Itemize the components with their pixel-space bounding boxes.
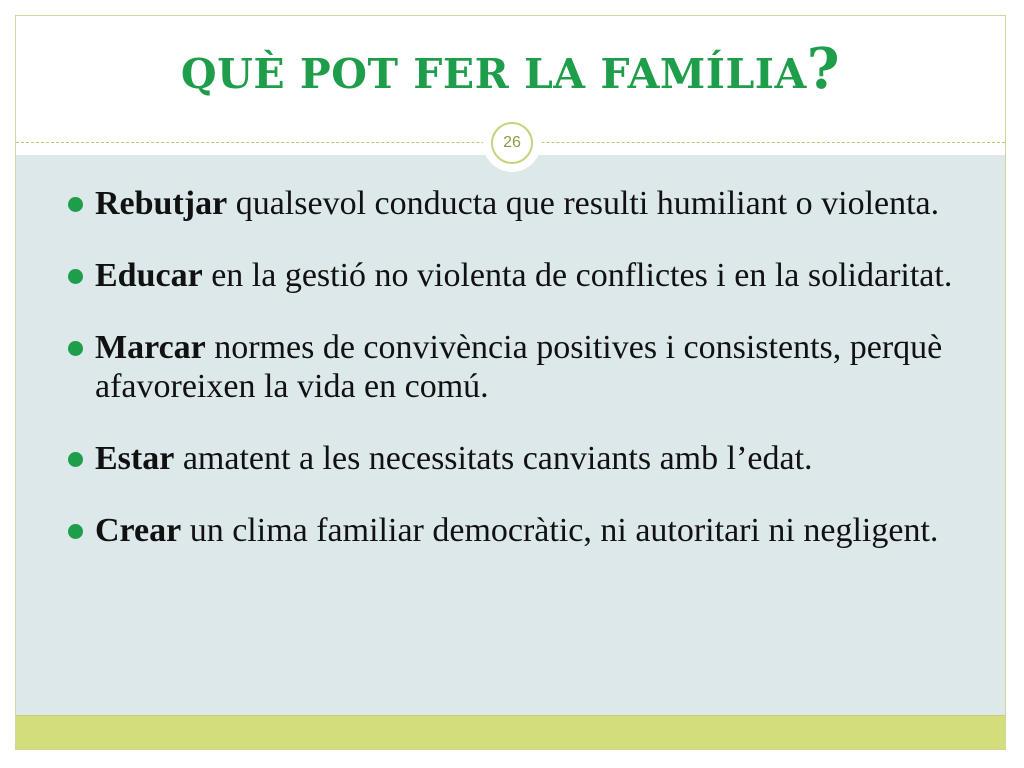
footer-band [16, 715, 1005, 749]
bullet-dot-icon [68, 452, 83, 467]
bullet-dot-icon [68, 341, 83, 356]
bullet-keyword: Rebutjar [95, 185, 228, 222]
slide-title [16, 36, 1005, 102]
bullet-item [66, 184, 976, 223]
bullet-text: qualsevol conducta que resulti humiliant o violenta. [227, 185, 940, 222]
bullet-text: un clima familiar democràtic, ni autoritari ni negligent. [181, 512, 939, 549]
slide-title-text: QUÈ POT FER LA FAMÍLIA [180, 50, 807, 98]
bullet-dot-icon [68, 524, 83, 539]
bullet-keyword: Crear [95, 512, 182, 549]
bullet-text: amatent a les necessitats canviants amb l’edat. [174, 440, 813, 477]
slide-title-question-mark: ? [806, 36, 841, 102]
bullet-item [66, 256, 976, 295]
bullet-text: normes de convivència positives i consistents, perquè afavoreixen la vida en comú. [95, 329, 943, 405]
bullet-keyword: Marcar [95, 329, 206, 366]
page-number-badge [483, 114, 541, 172]
bullet-item [66, 511, 976, 550]
bullet-dot-icon [68, 197, 83, 212]
bullet-item [66, 439, 976, 478]
bullet-list [66, 184, 976, 550]
bullet-keyword: Educar [95, 257, 203, 294]
bullet-dot-icon [68, 269, 83, 284]
bullet-item [66, 328, 976, 406]
slide [15, 15, 1006, 750]
bullet-text: en la gestió no violenta de conflictes i en la solidaritat. [202, 257, 953, 294]
bullet-keyword: Estar [95, 440, 175, 477]
page-number: 26 [491, 122, 533, 164]
